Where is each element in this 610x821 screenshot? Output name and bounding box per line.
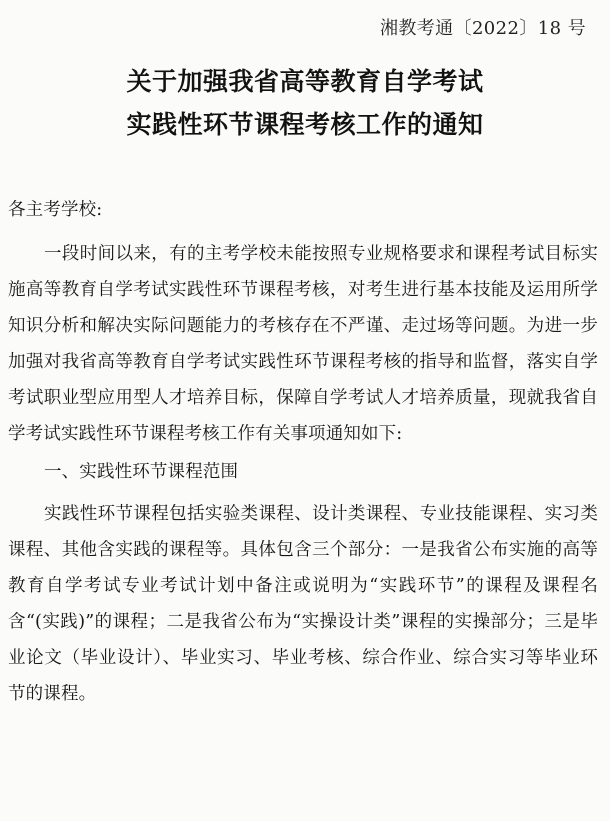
paragraph-course-scope: 实践性环节课程包括实验类课程、设计类课程、专业技能课程、实习类课程、其他含实践的课程等。具体包含三个部分：一是我省公布实施的高等教育自学考试专业考试计划中备注或说明为“实践环节”的课程及课程名含“(实践)”的课程；二是我省公布为“实操设计类”课程的实操部分；三是毕业论文（毕业设计）、毕业实习、毕业考核、综合作业、综合实习等毕业环节的课程。 (8, 504, 598, 704)
document-number: 湘教考通〔2022〕18 号 (379, 18, 586, 39)
document-body (8, 192, 598, 712)
salutation: 各主考学校: (8, 200, 103, 220)
title-line-2: 实践性环节课程考核工作的通知 (126, 110, 484, 139)
title-line-1: 关于加强我省高等教育自学考试 (126, 67, 484, 96)
document-title (0, 60, 610, 146)
paragraph-intro: 一段时间以来，有的主考学校未能按照专业规格要求和课程考试目标实施高等教育自学考试实践性环节课程考核，对考生进行基本技能及运用所学知识分析和解决实际问题能力的考核存在不严谨、走过场等问题。为进一步加强对我省高等教育自学考试实践性环节课程考核的指导和监督，落实自学考试职业型应用型人才培养目标，保障自学考试人才培养质量，现就我省自学考试实践性环节课程考核工作有关事项通知如下: (8, 244, 598, 444)
section-heading-1: 一、实践性环节课程范围 (44, 462, 239, 482)
